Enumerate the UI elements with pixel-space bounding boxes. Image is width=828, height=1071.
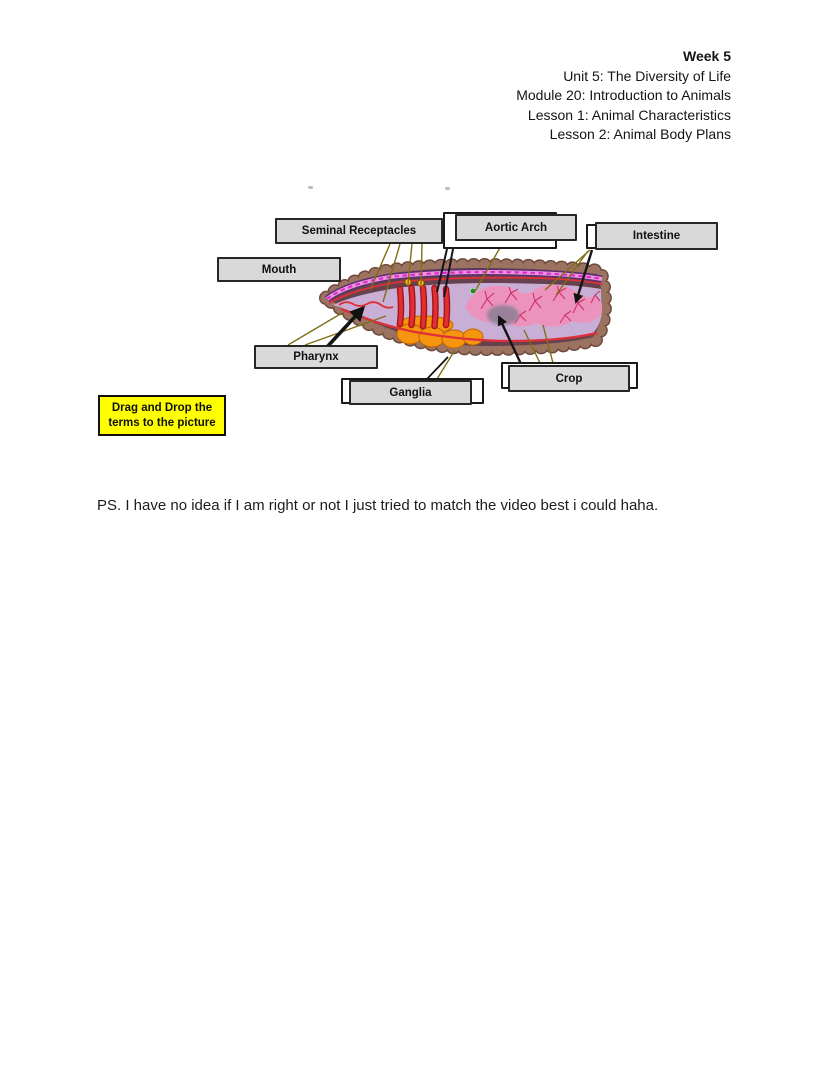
assignment-header (516, 47, 731, 145)
header-module: Module 20: Introduction to Animals (516, 87, 731, 103)
scan-artifact-dot (308, 186, 313, 189)
header-unit: Unit 5: The Diversity of Life (563, 67, 731, 84)
instruction-line-2: terms to the picture (108, 416, 216, 429)
label-mouth[interactable]: Mouth (217, 257, 341, 282)
scan-artifact-dot (445, 187, 450, 190)
gizzard-smudge (487, 305, 519, 325)
header-week: Week 5 (683, 48, 731, 64)
green-marker-dot (470, 288, 476, 294)
label-seminal-receptacles[interactable]: Seminal Receptacles (275, 218, 443, 244)
drag-drop-instruction (98, 395, 226, 436)
label-intestine[interactable]: Intestine (595, 222, 718, 250)
label-aortic-arch[interactable]: Aortic Arch (455, 214, 577, 241)
label-ganglia[interactable]: Ganglia (349, 380, 472, 405)
student-ps-note: PS. I have no idea if I am right or not I just tried to match the video best i could haha. (97, 497, 659, 514)
label-pharynx[interactable]: Pharynx (254, 345, 378, 369)
instruction-line-1: Drag and Drop the (111, 401, 213, 414)
header-lesson-1: Lesson 1: Animal Characteristics (527, 106, 731, 123)
label-crop[interactable]: Crop (508, 365, 630, 392)
header-lesson-2: Lesson 2: Animal Body Plans (549, 126, 731, 142)
